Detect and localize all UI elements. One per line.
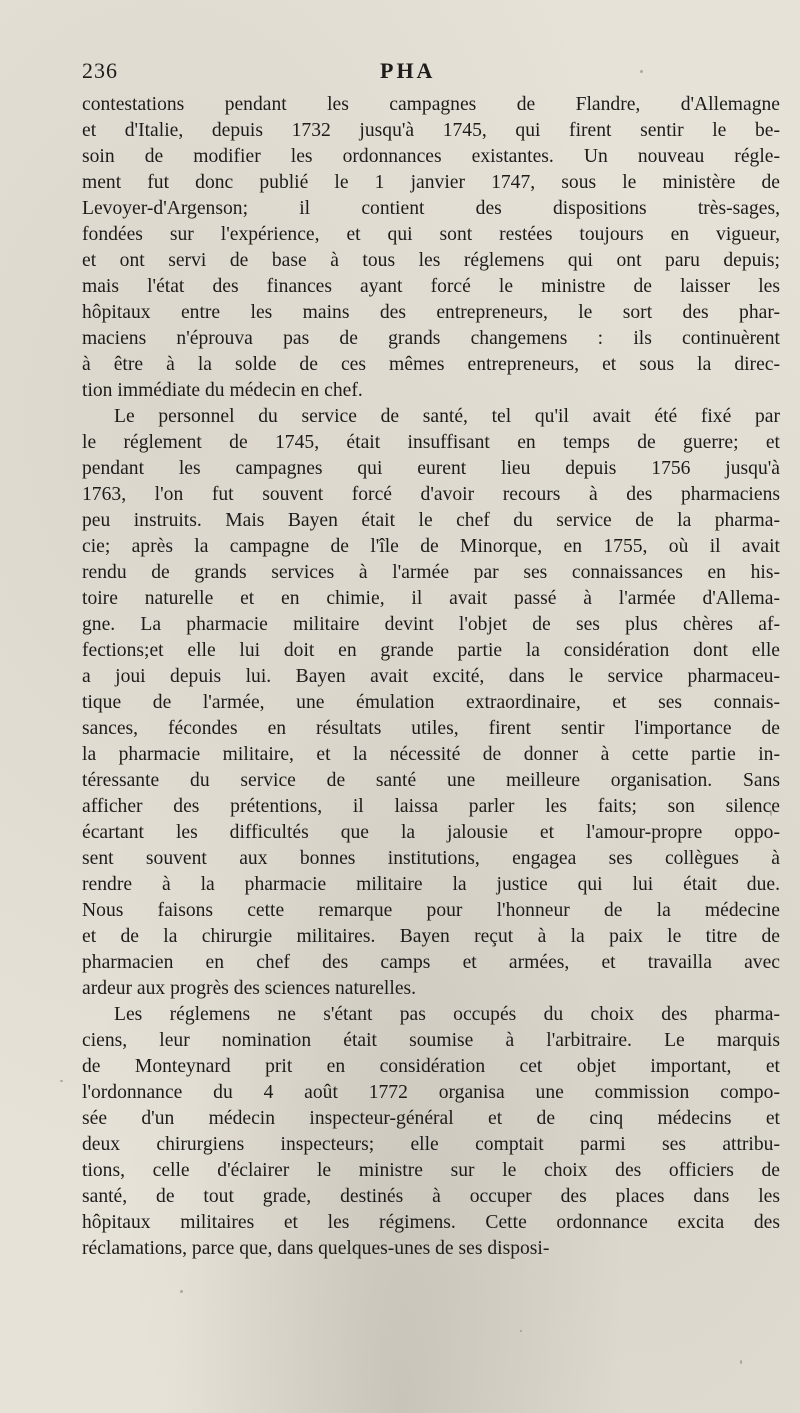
text-line: rendu de grands services à l'armée par ses connaissances en his-: [82, 562, 780, 583]
text-line: pendant les campagnes qui eurent lieu depuis 1756 jusqu'à: [82, 458, 780, 479]
text-line: ardeur aux progrès des sciences naturelles.: [82, 978, 417, 999]
text-line: et ont servi de base à tous les réglemens qui ont paru depuis;: [82, 250, 780, 271]
text-line: ment fut donc publié le 1 janvier 1747, sous le ministère de: [82, 172, 780, 193]
text-line: fections;et elle lui doit en grande partie la considération dont elle: [82, 640, 780, 661]
text-line: rendre à la pharmacie militaire la justice qui lui était due.: [82, 874, 780, 895]
text-line: ciens, leur nomination était soumise à l'arbitraire. Le marquis: [82, 1030, 780, 1051]
paper-speck: [740, 1360, 742, 1364]
text-line: deux chirurgiens inspecteurs; elle comptait parmi ses attribu-: [82, 1134, 780, 1155]
text-line: sances, fécondes en résultats utiles, firent sentir l'importance de: [82, 718, 780, 739]
paper-speck: [640, 70, 643, 73]
text-line: à être à la solde de ces mêmes entrepreneurs, et sous la direc-: [82, 354, 780, 375]
text-line: réclamations, parce que, dans quelques-unes de ses disposi-: [82, 1238, 550, 1259]
text-line: Le personnel du service de santé, tel qu'il avait été fixé par: [114, 406, 780, 427]
paragraph: [82, 1002, 780, 1262]
text-line: de Monteynard prit en considération cet objet important, et: [82, 1056, 780, 1077]
text-line: cie; après la campagne de l'île de Minorque, en 1755, où il avait: [82, 536, 780, 557]
text-line: peu instruits. Mais Bayen était le chef du service de la pharma-: [82, 510, 780, 531]
text-line: santé, de tout grade, destinés à occuper des places dans les: [82, 1186, 780, 1207]
text-line: afficher des prétentions, il laissa parler les faits; son silence: [82, 796, 780, 817]
text-line: contestations pendant les campagnes de Flandre, d'Allemagne: [82, 94, 780, 115]
text-line: tions, celle d'éclairer le ministre sur le choix des officiers de: [82, 1160, 780, 1181]
paragraph: [82, 92, 780, 404]
text-line: gne. La pharmacie militaire devint l'objet de ses plus chères af-: [82, 614, 780, 635]
paper-speck: [770, 810, 772, 816]
paper-speck: [180, 1290, 183, 1293]
text-line: tique de l'armée, une émulation extraordinaire, et ses connais-: [82, 692, 780, 713]
paper-speck: [520, 1330, 522, 1332]
text-line: Nous faisons cette remarque pour l'honneur de la médecine: [82, 900, 780, 921]
text-line: le réglement de 1745, était insuffisant en temps de guerre; et: [82, 432, 780, 453]
body-text: [82, 92, 780, 1262]
text-line: maciens n'éprouva pas de grands changemens : ils continuèrent: [82, 328, 780, 349]
text-line: tion immédiate du médecin en chef.: [82, 380, 363, 401]
text-line: hôpitaux militaires et les régimens. Cette ordonnance excita des: [82, 1212, 780, 1233]
text-line: et de la chirurgie militaires. Bayen reçut à la paix le titre de: [82, 926, 780, 947]
text-line: mais l'état des finances ayant forcé le ministre de laisser les: [82, 276, 780, 297]
text-line: écartant les difficultés que la jalousie et l'amour-propre oppo-: [82, 822, 780, 843]
running-head: PHA: [380, 58, 436, 83]
text-line: a joui depuis lui. Bayen avait excité, dans le service pharmaceu-: [82, 666, 780, 687]
page-number: 236: [82, 58, 118, 83]
text-line: et d'Italie, depuis 1732 jusqu'à 1745, qui firent sentir le be-: [82, 120, 780, 141]
text-line: soin de modifier les ordonnances existantes. Un nouveau régle-: [82, 146, 780, 167]
text-line: la pharmacie militaire, et la nécessité de donner à cette partie in-: [82, 744, 780, 765]
text-line: toire naturelle et en chimie, il avait passé à l'armée d'Allema-: [82, 588, 780, 609]
text-line: Levoyer-d'Argenson; il contient des dispositions très-sages,: [82, 198, 780, 219]
text-line: fondées sur l'expérience, et qui sont restées toujours en vigueur,: [82, 224, 780, 245]
paragraph: [82, 404, 780, 1002]
text-line: sée d'un médecin inspecteur-général et de cinq médecins et: [82, 1108, 780, 1129]
paper-speck: [60, 1080, 63, 1082]
text-line: sent souvent aux bonnes institutions, engagea ses collègues à: [82, 848, 780, 869]
text-line: Les réglemens ne s'étant pas occupés du choix des pharma-: [114, 1004, 780, 1025]
text-line: téressante du service de santé une meilleure organisation. Sans: [82, 770, 780, 791]
page-header: [82, 58, 780, 88]
text-line: l'ordonnance du 4 août 1772 organisa une commission compo-: [82, 1082, 780, 1103]
text-line: 1763, l'on fut souvent forcé d'avoir recours à des pharmaciens: [82, 484, 780, 505]
text-line: pharmacien en chef des camps et armées, et travailla avec: [82, 952, 780, 973]
text-line: hôpitaux entre les mains des entrepreneurs, le sort des phar-: [82, 302, 780, 323]
